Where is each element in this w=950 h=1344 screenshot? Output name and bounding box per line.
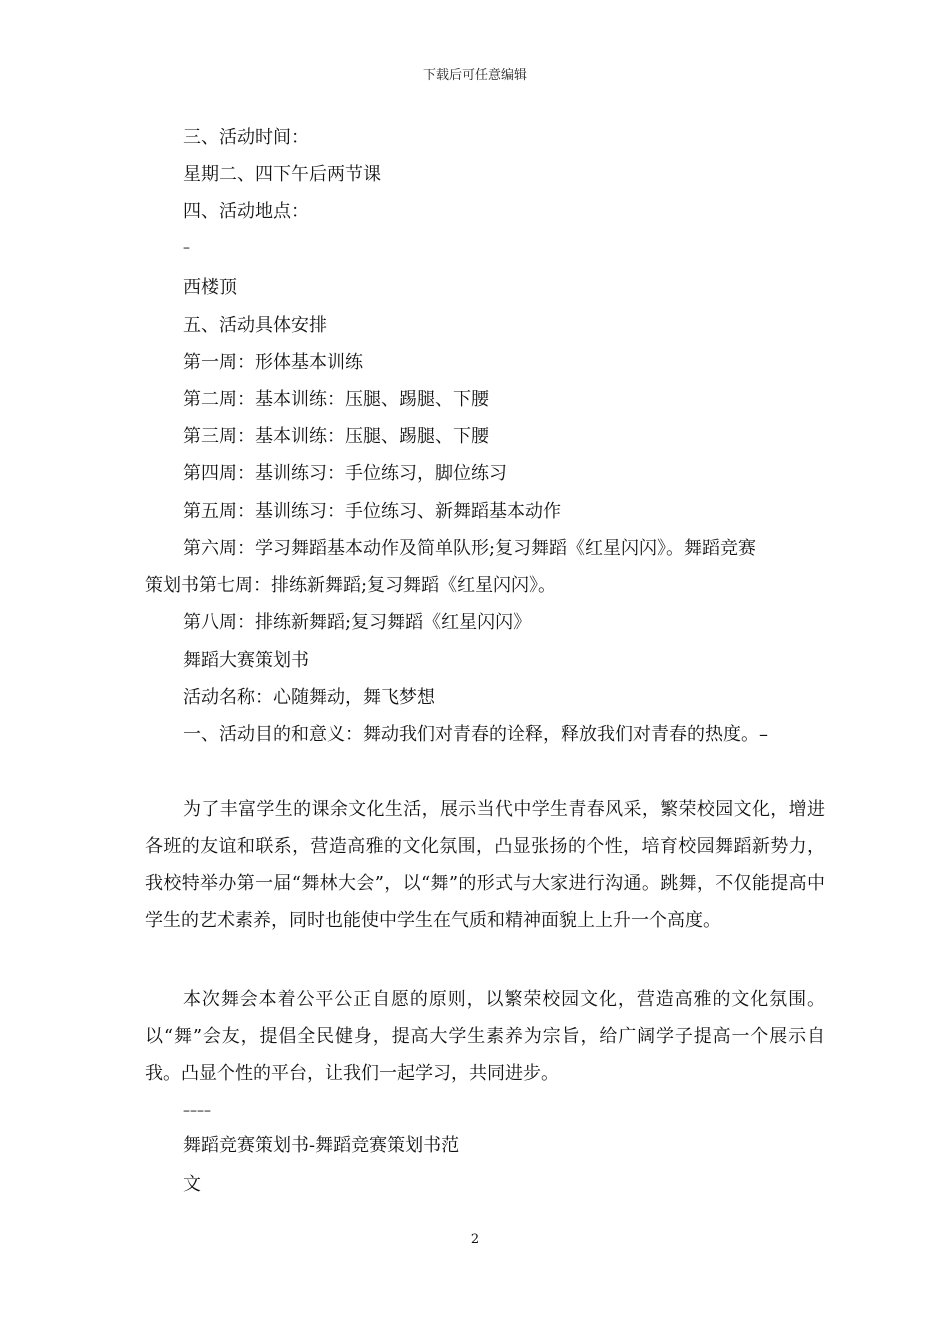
text-line: 西楼顶 [183,277,237,298]
schedule-item: 第二周：基本训练：压腿、踢腿、下腰 [183,389,489,410]
schedule-item: 第六周：学习舞蹈基本动作及简单队形;复习舞蹈《红星闪闪》。舞蹈竞赛 [183,538,757,559]
section-heading-schedule: 五、活动具体安排 [183,315,327,336]
schedule-item: 第一周：形体基本训练 [183,352,363,373]
schedule-item-continued: 策划书第七周：排练新舞蹈;复习舞蹈《红星闪闪》。 [145,575,557,596]
document-title: 舞蹈大赛策划书 [183,650,309,671]
schedule-item: 第八周：排练新舞蹈;复习舞蹈《红星闪闪》 [183,612,532,633]
page-header: 下载后可任意编辑 [422,68,527,83]
text-line: 星期二、四下午后两节课 [183,164,381,185]
body-paragraph: 为了丰富学生的课余文化生活，展示当代中学生青春风采，繁荣校园文化，增进各班的友谊和联系，营造高雅的文化氛围，凸显张扬的个性，培育校园舞蹈新势力，我校特举办第一届“舞林大会”，以“舞”的形式与大家进行沟通。跳舞，不仅能提高中学生的艺术素养，同时也能使中学生在气质和精神面貌上上升一个高度。 [145,799,825,931]
separator-dash: –––– [183,1103,211,1119]
page-number: 2 [470,1232,480,1247]
related-title-continued: 文 [183,1174,201,1195]
section-heading-location: 四、活动地点： [183,201,309,222]
section-heading-purpose: 一、活动目的和意义：舞动我们对青春的诠释，释放我们对青春的热度。– [183,724,768,745]
activity-name: 活动名称：心随舞动，舞飞梦想 [183,687,435,708]
schedule-item: 第五周：基训练习：手位练习、新舞蹈基本动作 [183,501,561,522]
body-paragraph: 本次舞会本着公平公正自愿的原则，以繁荣校园文化，营造高雅的文化氛围。以“舞”会友，提倡全民健身，提高大学生素养为宗旨，给广阔学子提高一个展示自我。凸显个性的平台，让我们一起学习，共同进步。 [145,989,825,1084]
related-title: 舞蹈竞赛策划书-舞蹈竞赛策划书范 [183,1135,460,1156]
section-heading-time: 三、活动时间： [183,127,309,148]
separator-dash: – [183,240,190,256]
schedule-item: 第三周：基本训练：压腿、踢腿、下腰 [183,426,489,447]
schedule-item: 第四周：基训练习：手位练习，脚位练习 [183,463,507,484]
